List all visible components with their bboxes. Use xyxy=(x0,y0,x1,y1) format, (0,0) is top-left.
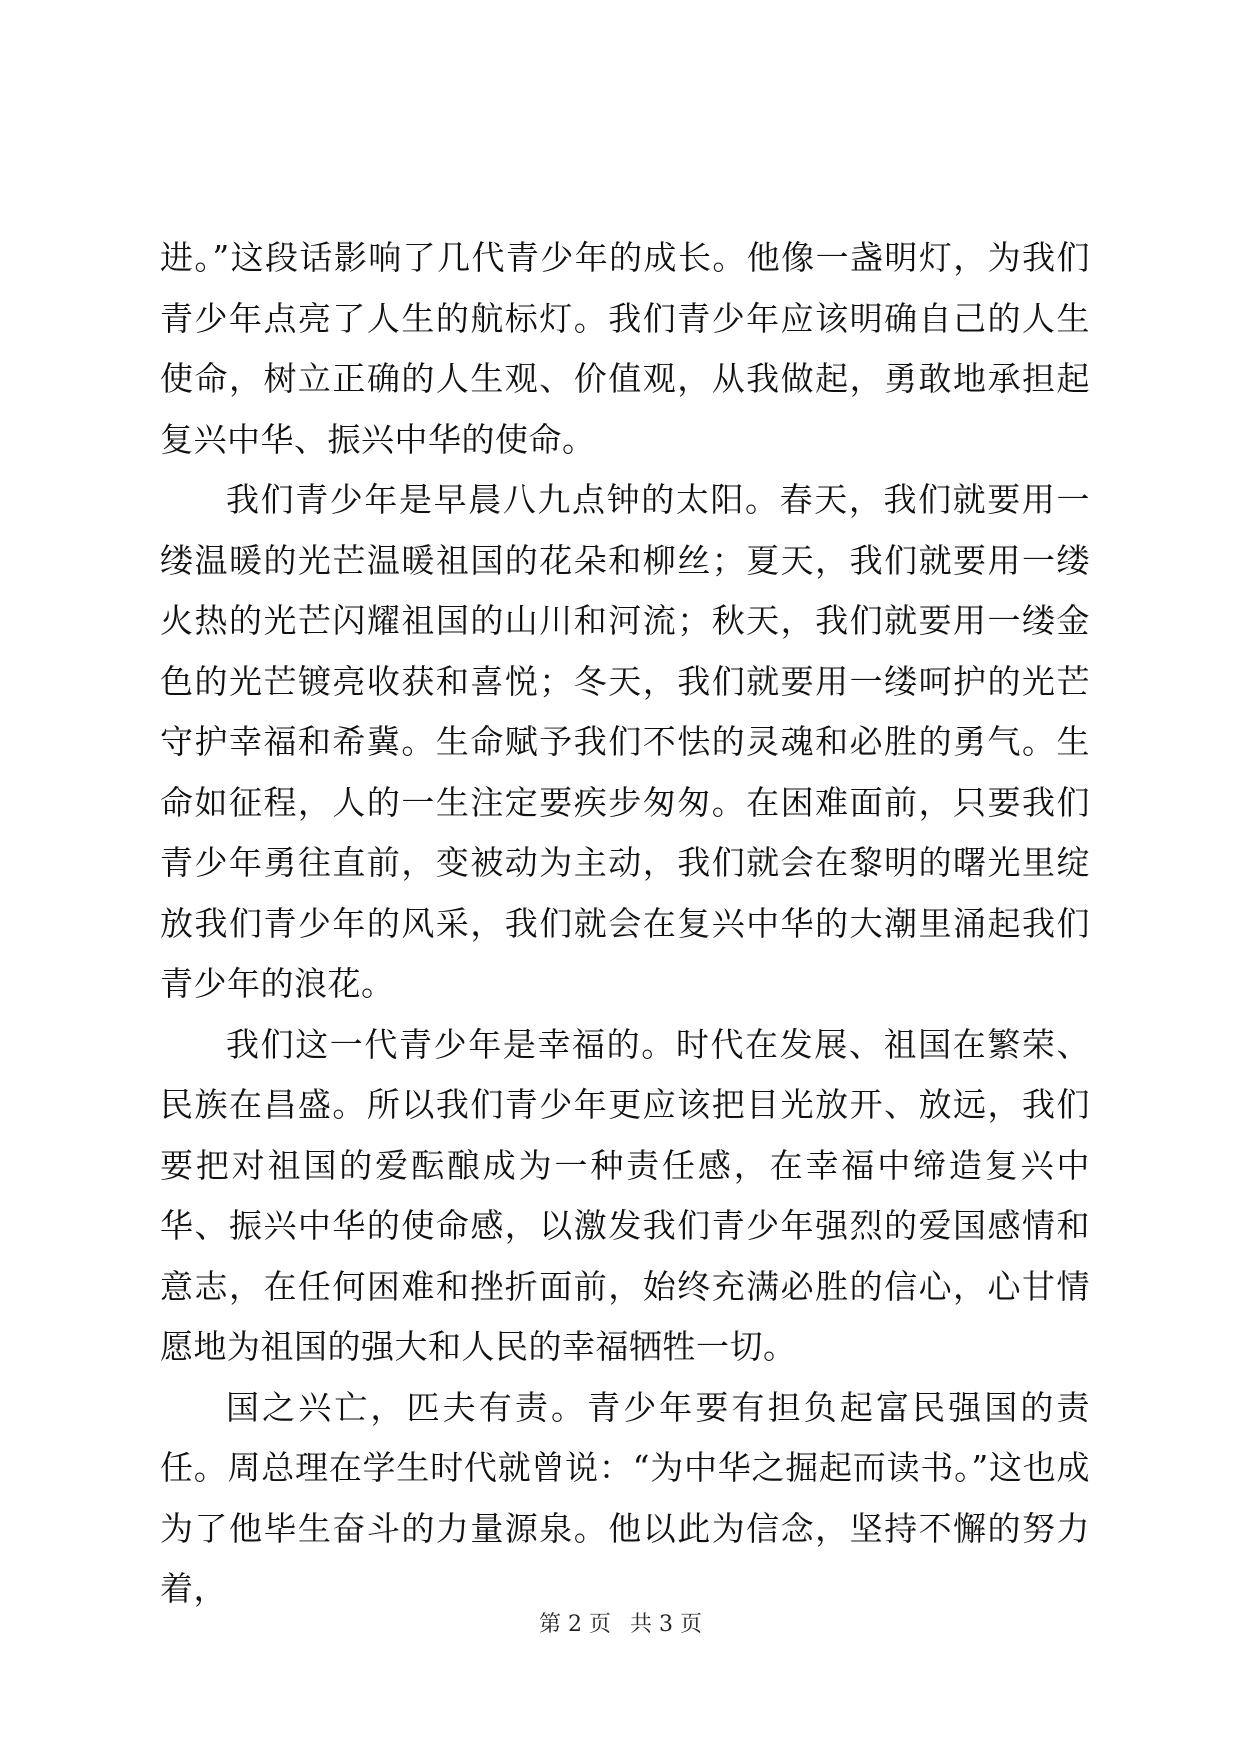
page-footer xyxy=(0,1610,1241,1640)
paragraph-1: 进。”这段话影响了几代青少年的成长。他像一盏明灯，为我们青少年点亮了人生的航标灯。我们青少年应该明确自己的人生使命，树立正确的人生观、价值观，从我做起，勇敢地承担起复兴中华、振兴中华的使命。 xyxy=(160,238,1090,459)
paragraph-4: 国之兴亡，匹夫有责。青少年要有担负起富民强国的责任。周总理在学生时代就曾说：“为中华之掘起而读书。”这也成为了他毕生奋斗的力量源泉。他以此为信念，坚持不懈的努力着， xyxy=(160,1387,1090,1608)
paragraph-2: 我们青少年是早晨八九点钟的太阳。春天，我们就要用一缕温暖的光芒温暖祖国的花朵和柳丝；夏天，我们就要用一缕火热的光芒闪耀祖国的山川和河流；秋天，我们就要用一缕金色的光芒镀亮收获和喜悦；冬天，我们就要用一缕呵护的光芒守护幸福和希冀。生命赋予我们不怯的灵魂和必胜的勇气。生命如征程，人的一生注定要疾步匆匆。在困难面前，只要我们青少年勇往直前，变被动为主动，我们就会在黎明的曙光里绽放我们青少年的风采，我们就会在复兴中华的大潮里涌起我们青少年的浪花。 xyxy=(160,480,1090,1003)
page-number: 第 2 页 xyxy=(539,1612,611,1637)
document-body xyxy=(160,228,1090,1620)
paragraph-3: 我们这一代青少年是幸福的。时代在发展、祖国在繁荣、民族在昌盛。所以我们青少年更应该把目光放开、放远，我们要把对祖国的爱酝酿成为一种责任感，在幸福中缔造复兴中华、振兴中华的使命感，以激发我们青少年强烈的爱国感情和意志，在任何困难和挫折面前，始终充满必胜的信心，心甘情愿地为祖国的强大和人民的幸福牺牲一切。 xyxy=(160,1024,1090,1366)
page-total: 共 3 页 xyxy=(630,1612,702,1637)
